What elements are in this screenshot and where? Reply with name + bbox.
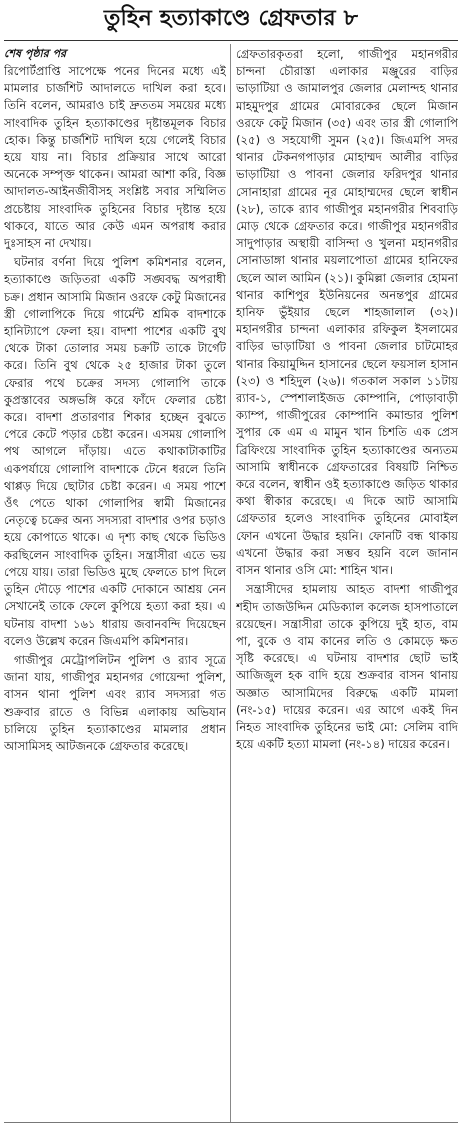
left-column bbox=[4, 46, 226, 1121]
paragraph: ঘটনার বর্ণনা দিয়ে পুলিশ কমিশনার বলেন, হত্যাকাণ্ডে জড়িতরা একটি সঙ্ঘবদ্ধ অপরাধী চক্র। প্রধান আসামি মিজান ওরফে কেটু মিজানের স্ত্রী গোলাপিকে দিয়ে গার্মেন্ট শ্রমিক বাদশাকে হানিট্যাপে ফেলা হয়। বাদশা পাশের একটি বুথ থেকে টাকা তোলার সময় চক্রটি তাকে টার্গেট করে। তিনি বুথ থেকে ২৫ হাজার টাকা তুলে ফেরার পথে চক্রের সদস্য গোলাপি তাকে কুপ্রস্তাবের অঙ্গভঙ্গি করে ফাঁদে ফেলার চেষ্টা করে। বাদশা প্রতারণার শিকার হচ্ছেন বুঝতে পেরে কেটে পড়ার চেষ্টা করেন। এসময় গোলাপি পথ আগলে দাঁড়ায়। এতে কথাকাটাকাটির একপর্যায়ে গোলাপি বাদশাকে টেনে ধরলে তিনি থাপ্পড় দিয়ে ছোটার চেষ্টা করেন। এ সময় পাশে ওঁৎ পেতে থাকা গোলাপির স্বামী মিজানের নেতৃত্বে চক্রের অন্য সদস্যরা বাদশার ওপর চড়াও হয়ে কোপাতে থাকে। এ দৃশ্য কাছ থেকে ভিডিও করছিলেন সাংবাদিক তুহিন। সন্ত্রাসীরা এতে ভয় পেয়ে যায়। তারা ভিডিও মুছে ফেলতে চাপ দিলে তুহিন দৌড়ে পাশের একটি দোকানে আশ্রয় নেন সেখানেই তাকে ফেলে কুপিয়ে হত্যা করা হয়। এ ঘটনায় বাদশা ১৬১ ধারায় জবানবন্দি দিয়েছেন বলেও উল্লেখ করেন জিএমপি কমিশনার। bbox=[4, 255, 226, 648]
paragraph: রিপোর্টপ্রাপ্তি সাপেক্ষে পনের দিনের মধ্যে এই মামলার চার্জশিট আদালতে দাখিল করা হবে। তিনি বলেন, আমরাও চাই দ্রুততম সময়ের মধ্যে সাংবাদিক তুহিন হত্যাকাণ্ডের দৃষ্টান্তমূলক বিচার হোক। কিন্তু চার্জশিট দাখিল হয়ে গেলেই বিচার হয়ে যায় না। বিচার প্রক্রিয়ার সাথে আরো অনেকে সম্পৃক্ত থাকেন। আমরা আশা করি, বিজ্ঞ আদালত-আইনজীবীসহ সংশ্লিষ্ট সবার সম্মিলিত প্রচেষ্টায় সাংবাদিক তুহিনের বিচার দৃষ্টান্ত হয়ে থাকবে, যাতে আর কেউ এমন অপরাধ করার দুঃসাহস না দেখায়। bbox=[4, 64, 226, 251]
bottom-rule bbox=[4, 1122, 458, 1123]
right-column bbox=[236, 46, 458, 1121]
paragraph: সন্ত্রাসীদের হামলায় আহত বাদশা গাজীপুর শহীদ তাজউদ্দিন মেডিক্যাল কলেজ হাসপাতালে রয়েছেন। সন্ত্রাসীরা তাকে কুপিয়ে দুই হাত, বাম পা, বুকে ও বাম কানের লতি ও কোমড়ে ক্ষত সৃষ্টি করেছে। এ ঘটনায় বাদশার ছোট ভাই আজিজুল হক বাদি হয়ে শুক্রবার বাসন থানায় অজ্ঞাত আসামিদের বিরুদ্ধে একটি মামলা (নং-১৫) দায়ের করেন। এর আগে একই দিন নিহত সাংবাদিক তুহিনের ভাই মো: সেলিম বাদি হয়ে একটি হত্যা মামলা (নং-১৪) দায়ের করেন। bbox=[236, 582, 458, 752]
headline: তুহিন হত্যাকাণ্ডে গ্রেফতার ৮ bbox=[103, 6, 359, 31]
kicker: শেষ পৃষ্ঠার পর bbox=[4, 47, 67, 60]
paragraph: গাজীপুর মেট্রোপলিটন পুলিশ ও র‍্যাব সূত্রে জানা যায়, গাজীপুর মহানগর গোয়েন্দা পুলিশ, বাসন থানা পুলিশ এবং র‍্যাব সদস্যরা গত শুক্রবার রাতে ও বিভিন্ন এলাকায় অভিযান চালিয়ে তুহিন হত্যাকাণ্ডের মামলার প্রধান আসামিসহ আটজনকে গ্রেফতার করেছে। bbox=[4, 652, 226, 753]
column-divider bbox=[230, 44, 231, 1122]
paragraph: গ্রেফতারকৃতরা হলো, গাজীপুর মহানগরীর চান্দনা চৌরাস্তা এলাকার মঞ্জুরের বাড়ির ভাড়াটিয়া ও জামালপুর জেলার মেলান্দহ থানার মাহমুদপুর গ্রামের মোবারকের ছেলে মিজান ওরফে কেটু মিজান (৩৫) এবং তার স্ত্রী গোলাপি (২৫) ও সহযোগী সুমন (২৫)। জিএমপি সদর থানার টেকনগপাড়ার মোহাম্মদ আলীর বাড়ির ভাড়াটিয়া ও পাবনা জেলার ফরিদপুর থানার সোনাহারা গ্রামের নূর মোহাম্মদের ছেলে স্বাধীন (২৮), তাকে র‍্যাব গাজীপুর মহানগরীর শিববাড়ি মোড় থেকে গ্রেফতার করে। গাজীপুর মহানগরীর সাদুপাড়ার অস্থায়ী বাসিন্দা ও খুলনা মহানগরীর সোনাডাঙ্গা থানার ময়লাপোতা গ্রামের হানিফের ছেলে আল আমিন (২১)। কুমিল্লা জেলার হোমনা থানার কাশিপুর ইউনিয়নের অনন্তপুর গ্রামের হানিফ ভুঁইয়ার ছেলে শাহজালাল (৩২)। মহানগরীর চান্দনা এলাকার রফিকুল ইসলামের বাড়ির ভাড়াটিয়া ও পাবনা জেলার চাটমোহর থানার কিয়ামুদ্দিন হাসানের ছেলে ফয়সাল হাসান (২৩) ও শহিদুল (২৬)। গতকাল সকাল ১১টায় র‍্যাব-১, স্পেশালাইজড কোম্পানি, পোড়াবাড়ী ক্যাম্প, গাজীপুরের কোম্পানি কমান্ডার পুলিশ সুপার কে এম এ মামুন খান চিশতি এক প্রেস ব্রিফিংয়ে সাংবাদিক তুহিন হত্যাকাণ্ডের অন্যতম আসামি স্বাধীনকে গ্রেফতারের বিষয়টি নিশ্চিত করে বলেন, স্বাধীন ওই হত্যাকাণ্ডে জড়িত থাকার কথা স্বীকার করেছে। এ দিকে আট আসামি গ্রেফতার হলেও সাংবাদিক তুহিনের মোবাইল ফোন এখনো উদ্ধার হয়নি। ফোনটি বন্ধ থাকায় এখনো উদ্ধার করা সম্ভব হয়নি বলে জানান বাসন থানার ওসি মো: শাহিন খান। bbox=[236, 47, 458, 578]
headline-rule bbox=[4, 40, 458, 41]
